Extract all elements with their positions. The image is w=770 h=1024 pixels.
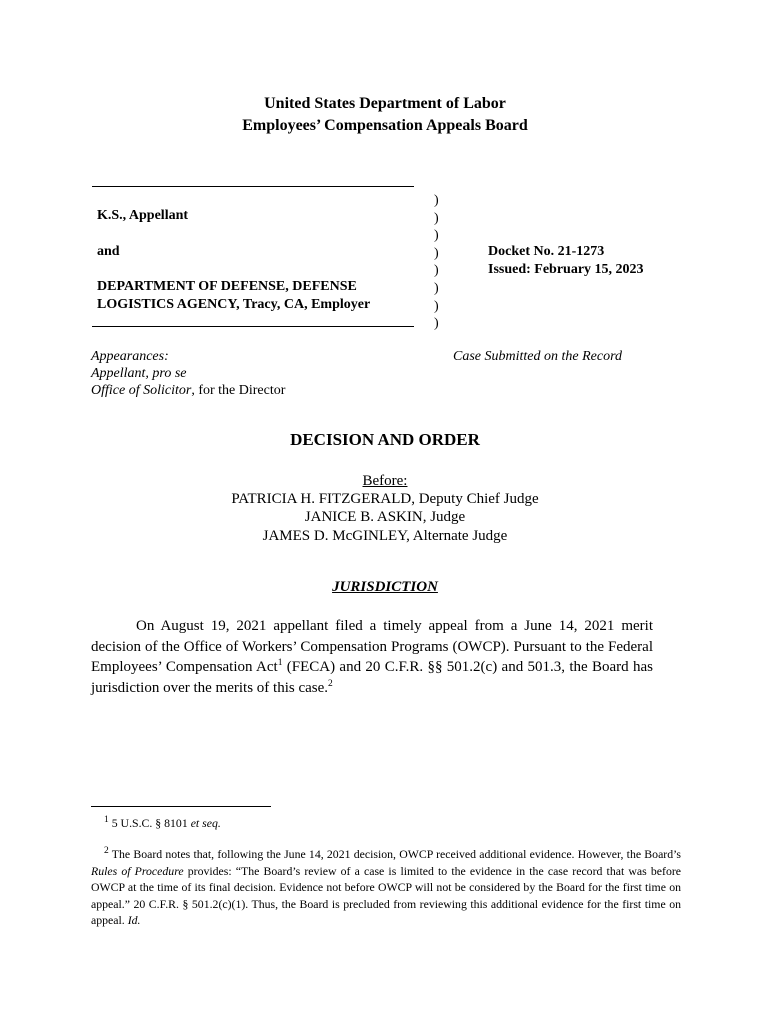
paren: ) — [434, 228, 439, 244]
appellant-pro-se: Appellant, pro se — [91, 366, 187, 381]
before-text: Before: — [362, 473, 408, 489]
footnote-2-text-b: provides: “The Board’s review of a case is limited to the evidence in the case record that was before OWCP at the time of its final decision. Evidence not before OWCP will not be considered by the Board for the first time on appeal.” 20 C.F.R. § 501.2(c)(1). Thus, the Board is precluded from reviewing this additional evidence for the first time on appeal. — [91, 863, 682, 927]
appearances-label: Appearances: — [91, 349, 169, 364]
jurisdiction-text-a: On August 19, 2021 appellant filed a timely appeal from a June 14, 2021 merit decision of the Office of Workers’ Compensation Programs (OWCP). Pursuant to the Federal Employees’ Compensation Act — [91, 618, 653, 675]
footnote-2-number: 2 — [104, 846, 109, 857]
solicitor-role: , for the Director — [191, 383, 286, 398]
footnote-1-italic: et seq. — [190, 816, 221, 830]
judge-2: JANICE B. ASKIN, Judge — [304, 509, 466, 525]
footnote-1 — [91, 815, 681, 832]
jurisdiction-text-b: (FECA) and 20 C.F.R. §§ 501.2(c) and 501.3, the Board has jurisdiction over the merits of this case. — [91, 659, 653, 696]
judge-3: JAMES D. McGINLEY, Alternate Judge — [262, 528, 508, 544]
issued-date: Issued: February 15, 2023 — [488, 262, 644, 277]
jurisdiction-heading — [0, 579, 770, 596]
appellant-name: K.S., Appellant — [97, 208, 189, 223]
footnote-2 — [91, 846, 681, 929]
solicitor-office: Office of Solicitor — [91, 383, 192, 398]
paren: ) — [434, 298, 439, 314]
board-title: Employees’ Compensation Appeals Board — [242, 117, 528, 134]
footnote-2-text-a: The Board notes that, following the June 14, 2021 decision, OWCP received additional evidence. However, the Board’s — [108, 847, 681, 861]
footnote-ref-2: 2 — [328, 678, 333, 689]
decision-title: DECISION AND ORDER — [290, 430, 480, 449]
footnote-rule — [91, 806, 271, 807]
paren: ) — [434, 316, 439, 332]
footnote-1-number: 1 — [104, 815, 109, 826]
agency-title: United States Department of Labor — [264, 95, 506, 112]
footnote-1-text: 5 U.S.C. § 8101 — [108, 816, 191, 830]
judge-1: PATRICIA H. FITZGERALD, Deputy Chief Judge — [231, 491, 539, 507]
paren: ) — [434, 193, 439, 208]
jurisdiction-heading-text: JURISDICTION — [332, 579, 438, 595]
employer-line-1: DEPARTMENT OF DEFENSE, DEFENSE — [97, 279, 357, 294]
caption-parentheses — [434, 192, 439, 333]
paren: ) — [434, 210, 439, 226]
caption-top-rule — [92, 186, 414, 187]
caption-and: and — [97, 244, 120, 259]
case-submitted: Case Submitted on the Record — [453, 349, 623, 364]
before-label — [0, 472, 770, 491]
solicitor-line — [91, 382, 285, 399]
paren: ) — [434, 263, 439, 279]
docket-number: Docket No. 21-1273 — [488, 244, 605, 259]
footnote-ref-1: 1 — [277, 658, 283, 668]
jurisdiction-paragraph — [91, 616, 653, 698]
footnote-2-italic-2: Id. — [127, 913, 141, 927]
paren: ) — [434, 245, 439, 261]
footnote-2-italic-1: Rules of Procedure — [91, 863, 184, 878]
paren: ) — [434, 280, 439, 296]
employer-line-2: LOGISTICS AGENCY, Tracy, CA, Employer — [97, 297, 371, 312]
caption-bottom-rule — [92, 326, 414, 327]
